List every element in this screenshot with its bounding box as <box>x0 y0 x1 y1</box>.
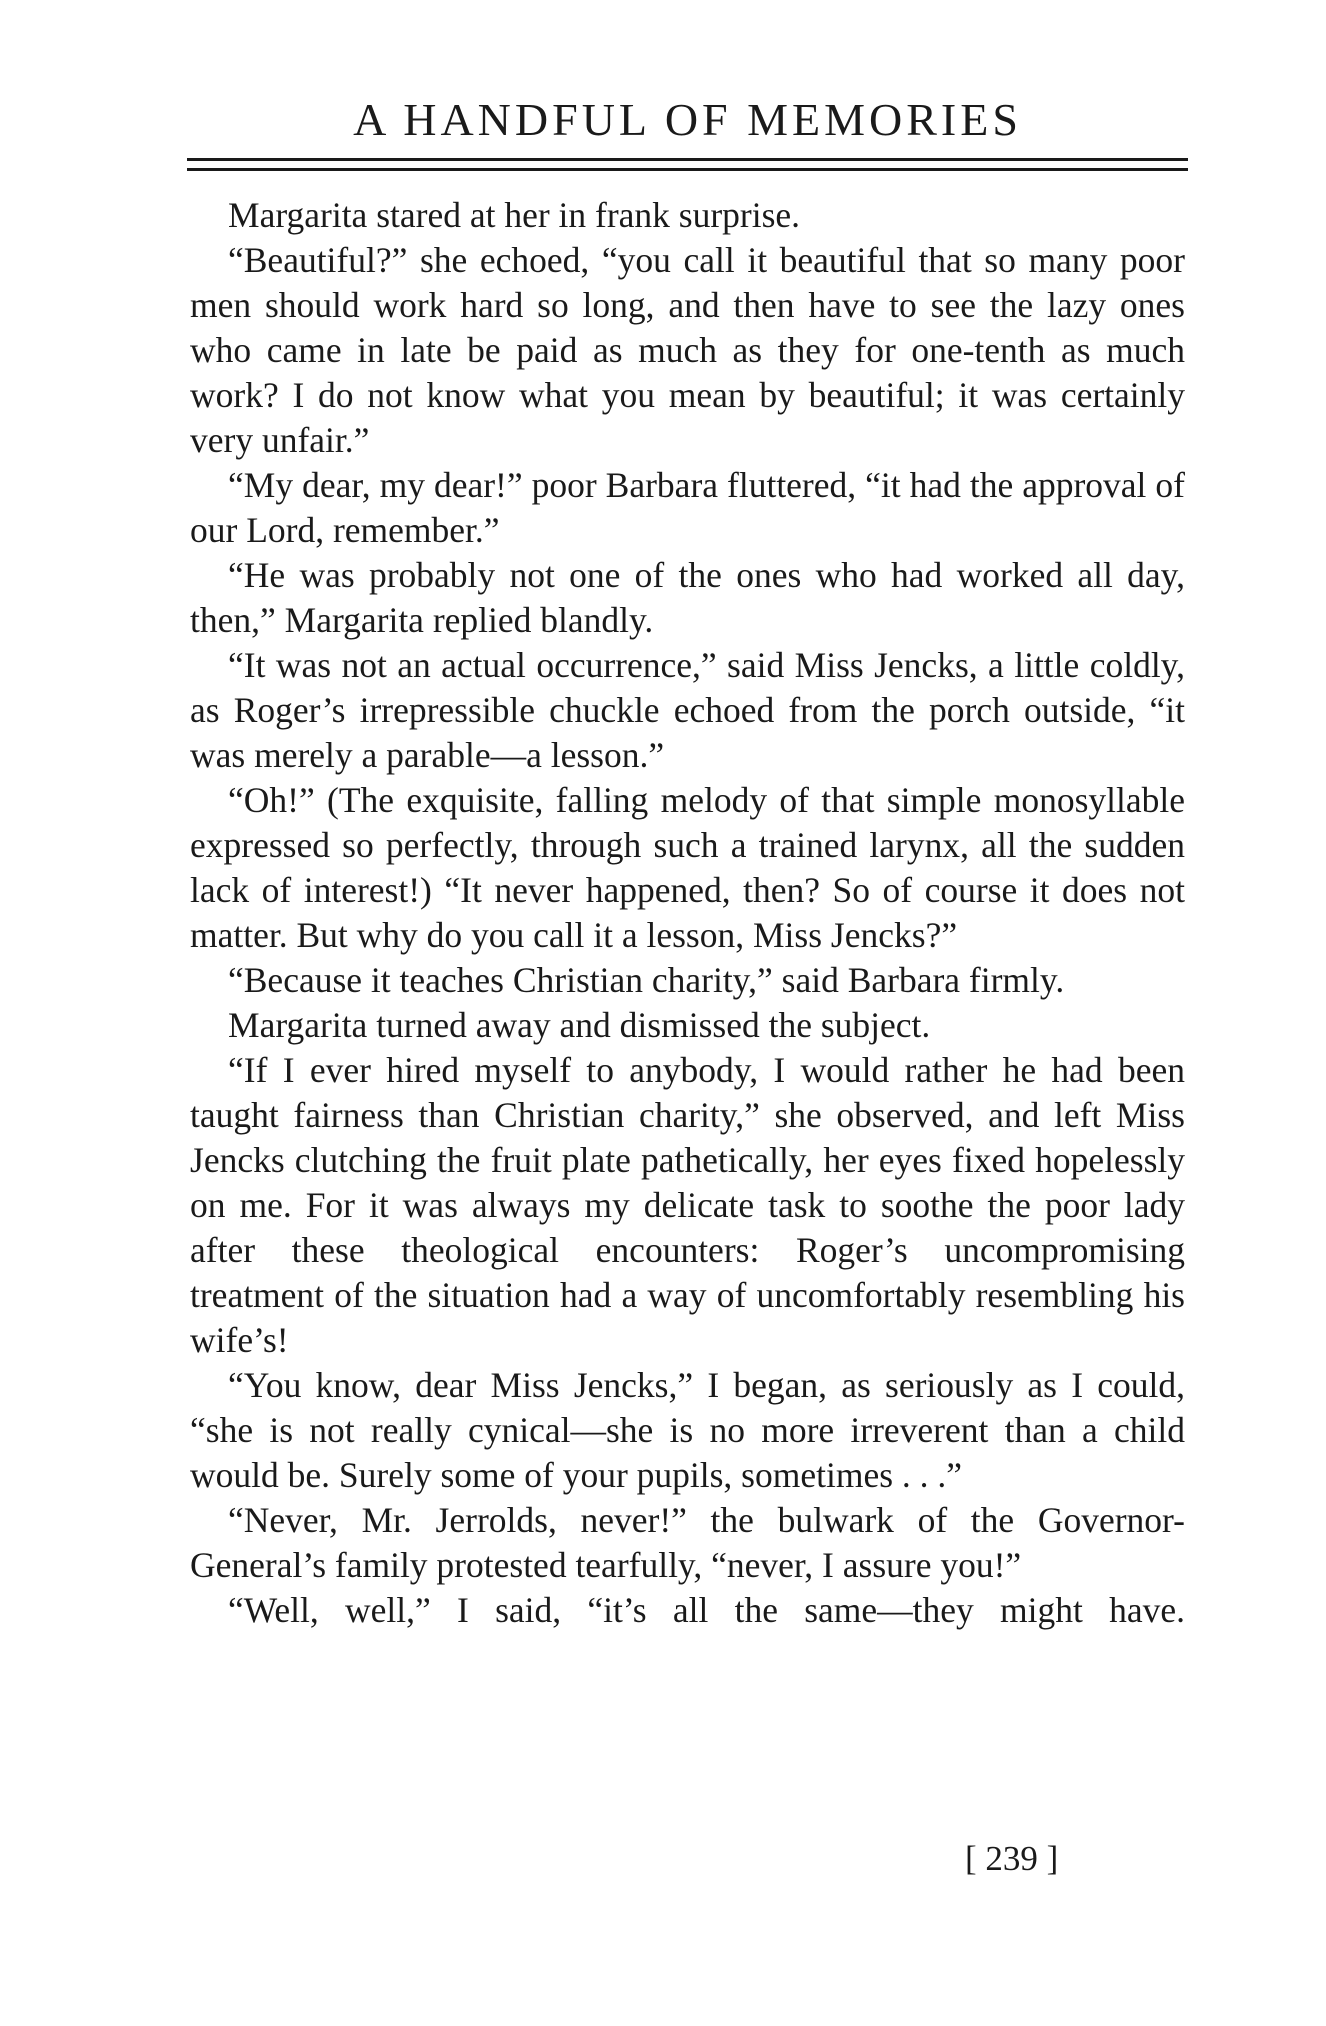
paragraph: “It was not an actual occurrence,” said Miss Jencks, a little coldly, as Roger’s irrepressible chuckle echoed from the porch outside, “it was merely a parable—a lesson.” <box>190 645 1185 775</box>
paragraph: Margarita turned away and dismissed the subject. <box>228 1005 931 1045</box>
paragraph: “My dear, my dear!” poor Barbara fluttered, “it had the approval of our Lord, remember.” <box>190 465 1185 550</box>
body-text <box>190 193 1185 1633</box>
paragraph: “Beautiful?” she echoed, “you call it beautiful that so many poor men should work hard so long, and then have to see the lazy ones who came in late be paid as much as they for one-tenth as much work? I do not know what you mean by beautiful; it was certainly very unfair.” <box>190 240 1185 460</box>
running-head: A HANDFUL OF MEMORIES <box>353 94 1022 145</box>
paragraph: “If I ever hired myself to anybody, I would rather he had been taught fairness than Christian charity,” she observed, and left Miss Jencks clutching the fruit plate pathetically, her eyes fixed hopelessly on me. For it was always my delicate task to soothe the poor lady after these theological encounters: Roger’s uncompromising treatment of the situation had a way of uncomfortably resembling his wife’s! <box>190 1050 1185 1360</box>
paragraph-continued: “Well, well,” I said, “it’s all the same—they might have. <box>228 1590 1185 1630</box>
paragraph: “Because it teaches Christian charity,” said Barbara firmly. <box>228 960 1065 1000</box>
paragraph: “You know, dear Miss Jencks,” I began, as seriously as I could, “she is not really cynical—she is no more irreverent than a child would be. Surely some of your pupils, sometimes . . .” <box>190 1365 1185 1495</box>
page-number: [ 239 ] <box>965 1839 1059 1878</box>
header-rule-upper <box>187 158 1188 161</box>
paragraph: “Oh!” (The exquisite, falling melody of that simple monosyllable expressed so perfectly, through such a trained larynx, all the sudden lack of interest!) “It never happened, then? So of course it does not matter. But why do you call it a lesson, Miss Jencks?” <box>190 780 1185 955</box>
paragraph: Margarita stared at her in frank surprise. <box>228 195 801 235</box>
header-rule-lower <box>187 168 1188 171</box>
paragraph: “He was probably not one of the ones who had worked all day, then,” Margarita replied blandly. <box>190 555 1185 640</box>
paragraph: “Never, Mr. Jerrolds, never!” the bulwark of the Governor-General’s family protested tearfully, “never, I assure you!” <box>190 1500 1185 1585</box>
